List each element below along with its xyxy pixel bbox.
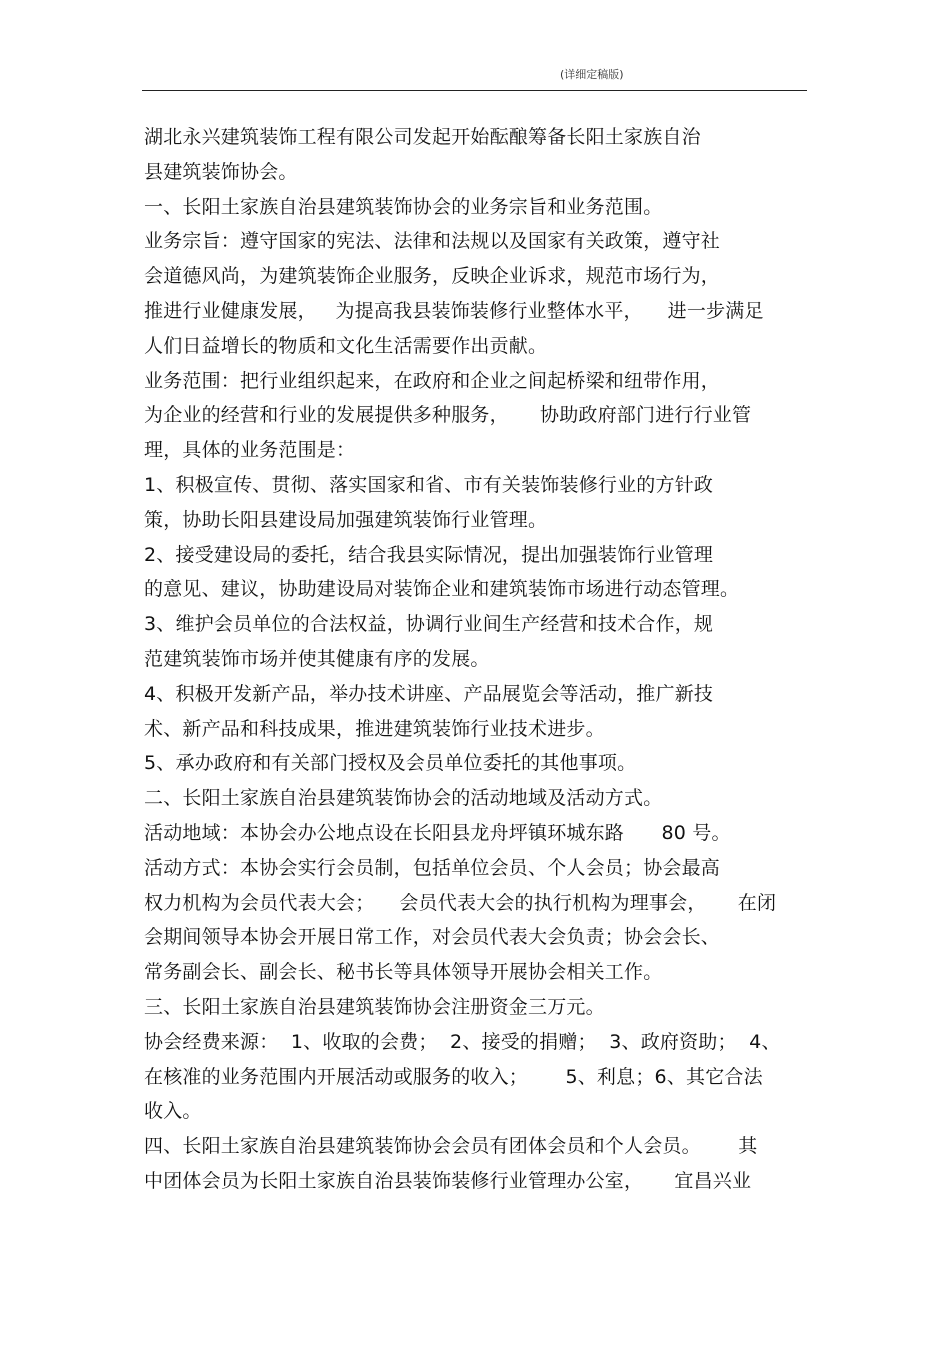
text-line: 收入。 — [144, 1100, 202, 1123]
section-heading: 一、长阳土家族自治县建筑装饰协会的业务宗旨和业务范围。 — [144, 195, 663, 218]
text-line: 在核准的业务范围内开展活动或服务的收入； 5、利息；6、其它合法 — [144, 1065, 763, 1088]
text-line: 会道德风尚，为建筑装饰企业服务，反映企业诉求，规范市场行为， — [144, 265, 721, 288]
text-line: 协会经费来源： 1、收取的会费； 2、接受的捐赠； 3、政府资助； 4、 — [144, 1030, 781, 1053]
text-line: 中团体会员为长阳土家族自治县装饰装修行业管理办公室， 宜昌兴业 — [144, 1169, 752, 1192]
text-line: 活动地域：本协会办公地点设在长阳县龙舟坪镇环城东路 80 号。 — [144, 821, 731, 844]
text-line: 县建筑装饰协会。 — [144, 160, 298, 183]
text-line: 范建筑装饰市场并使其健康有序的发展。 — [144, 647, 490, 670]
text-line: 权力机构为会员代表大会； 会员代表大会的执行机构为理事会， 在闭 — [144, 891, 777, 914]
list-item: 1、积极宣传、贯彻、落实国家和省、市有关装饰装修行业的方针政 — [144, 473, 714, 496]
list-item: 5、承办政府和有关部门授权及会员单位委托的其他事项。 — [144, 752, 637, 775]
text-line: 策，协助长阳县建设局加强建筑装饰行业管理。 — [144, 508, 548, 531]
text-line: 业务宗旨：遵守国家的宪法、法律和法规以及国家有关政策，遵守社 — [144, 230, 721, 253]
text-line: 湖北永兴建筑装饰工程有限公司发起开始酝酿筹备长阳土家族自治 — [144, 126, 701, 148]
header-note: (详细定稿版) — [560, 68, 624, 81]
list-item: 3、维护会员单位的合法权益，协调行业间生产经营和技术合作，规 — [144, 613, 714, 636]
text-line: 理，具体的业务范围是： — [144, 439, 356, 462]
text-line: 为企业的经营和行业的发展提供多种服务， 协助政府部门进行行业管 — [144, 404, 752, 427]
text-line: 会期间领导本协会开展日常工作，对会员代表大会负责；协会会长、 — [144, 926, 721, 949]
section-heading: 二、长阳土家族自治县建筑装饰协会的活动地域及活动方式。 — [144, 787, 663, 810]
list-item: 2、接受建设局的委托，结合我县实际情况，提出加强装饰行业管理 — [144, 543, 714, 566]
text-line: 人们日益增长的物质和文化生活需要作出贡献。 — [144, 334, 548, 357]
text-line: 业务范围：把行业组织起来，在政府和企业之间起桥梁和纽带作用， — [144, 369, 721, 392]
text-line: 常务副会长、副会长、秘书长等具体领导开展协会相关工作。 — [144, 961, 663, 984]
header-divider — [142, 90, 807, 91]
section-heading: 三、长阳土家族自治县建筑装饰协会注册资金三万元。 — [144, 995, 605, 1018]
section-heading: 四、长阳土家族自治县建筑装饰协会会员有团体会员和个人会员。 其 — [144, 1135, 758, 1158]
list-item: 4、积极开发新产品，举办技术讲座、产品展览会等活动，推广新技 — [144, 682, 714, 705]
text-line: 活动方式：本协会实行会员制，包括单位会员、个人会员；协会最高 — [144, 856, 721, 879]
text-line: 推进行业健康发展， 为提高我县装饰装修行业整体水平， 进一步满足 — [144, 299, 764, 322]
text-line: 的意见、建议，协助建设局对装饰企业和建筑装饰市场进行动态管理。 — [144, 578, 740, 601]
document-body — [144, 120, 814, 1199]
text-line: 术、新产品和科技成果，推进建筑装饰行业技术进步。 — [144, 717, 605, 740]
